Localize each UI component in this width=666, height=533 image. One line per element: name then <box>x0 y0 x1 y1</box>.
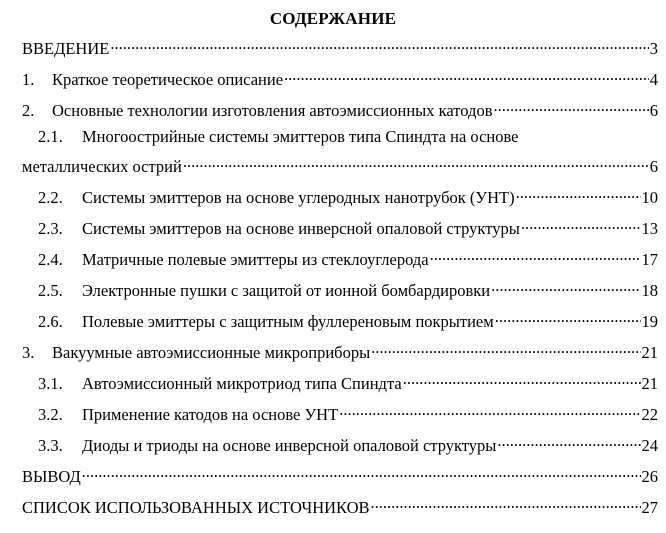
dot-leader <box>491 276 640 296</box>
toc-entry-number: 3.1. <box>38 374 63 393</box>
toc-entry-3-2[interactable] <box>38 400 658 425</box>
toc-entry-text: Автоэмиссионный микротриод типа Спиндта <box>82 374 402 393</box>
toc-entry-conclusion[interactable] <box>22 462 658 487</box>
toc-entry-page: 13 <box>641 219 658 238</box>
toc-entry-text: Вакуумные автоэмиссионные микроприборы <box>52 343 371 362</box>
toc-entry-introduction[interactable] <box>22 34 658 59</box>
dot-leader <box>284 65 649 85</box>
toc-entry-page: 10 <box>641 188 658 207</box>
toc-entry-text: Основные технологии изготовления автоэмиссионных катодов <box>52 101 493 120</box>
toc-entry-text: металлических острий <box>22 157 182 176</box>
toc-entry-page: 19 <box>641 312 658 331</box>
toc-entry-2-4[interactable] <box>38 245 658 270</box>
toc-entry-page: 26 <box>641 467 658 486</box>
toc-entry-text-line1: Многоострийные системы эмиттеров типа Спиндта на основе <box>82 127 519 146</box>
toc-entry-number: 2.5. <box>38 281 63 300</box>
toc-entry-number: 2.4. <box>38 250 63 269</box>
dot-leader <box>110 34 648 54</box>
toc-entry-text: Диоды и триоды на основе инверсной опаловой структуры <box>82 436 497 455</box>
toc-entry-text: Применение катодов на основе УНТ <box>82 405 339 424</box>
toc-entry-page: 27 <box>641 498 658 517</box>
toc-entry-2-5[interactable] <box>38 276 658 301</box>
toc-entry-number: 2.1. <box>38 127 63 146</box>
toc-entry-2-3[interactable] <box>38 214 658 239</box>
toc-entry-text: Системы эмиттеров на основе углеродных нанотрубок (УНТ) <box>82 188 515 207</box>
toc-entry-text: ВВЕДЕНИЕ <box>22 39 110 58</box>
dot-leader <box>516 183 641 203</box>
toc-entry-text: ВЫВОД <box>22 467 81 486</box>
toc-entry-3-3[interactable] <box>38 431 658 456</box>
toc-title: СОДЕРЖАНИЕ <box>269 9 397 28</box>
toc-entry-number: 3.2. <box>38 405 63 424</box>
toc-entry-number: 3. <box>22 343 35 362</box>
toc-entry-number: 2. <box>22 101 35 120</box>
toc-entry-text: СПИСОК ИСПОЛЬЗОВАННЫХ ИСТОЧНИКОВ <box>22 498 370 517</box>
toc-entry-page: 18 <box>641 281 658 300</box>
toc-entry-number: 2.3. <box>38 219 63 238</box>
toc-entry-page: 24 <box>641 436 658 455</box>
dot-leader <box>497 431 640 451</box>
toc-entry-text: Краткое теоретическое описание <box>52 70 284 89</box>
dot-leader <box>371 493 641 513</box>
dot-leader <box>339 400 640 420</box>
dot-leader <box>521 214 641 234</box>
toc-entry-references[interactable] <box>22 493 658 518</box>
dot-leader <box>494 96 649 116</box>
dot-leader <box>403 369 641 389</box>
toc-entry-2-2[interactable] <box>38 183 658 208</box>
toc-entry-page: 21 <box>641 374 658 393</box>
dot-leader <box>430 245 641 265</box>
toc-entry-page: 17 <box>641 250 658 269</box>
dot-leader <box>82 462 641 482</box>
dot-leader <box>183 152 649 172</box>
toc-entry-number: 2.2. <box>38 188 63 207</box>
toc-entry-text: Электронные пушки с защитой от ионной бомбардировки <box>82 281 491 300</box>
toc-entry-number: 1. <box>22 70 35 89</box>
toc-entry-number: 3.3. <box>38 436 63 455</box>
toc-entry-number: 2.6. <box>38 312 63 331</box>
toc-entry-page: 3 <box>649 39 658 58</box>
toc-entry-text: Матричные полевые эмиттеры из стеклоуглерода <box>82 250 429 269</box>
toc-entry-2-6[interactable] <box>38 307 658 332</box>
dot-leader <box>495 307 641 327</box>
toc-entry-text: Системы эмиттеров на основе инверсной опаловой структуры <box>82 219 520 238</box>
toc-entry-page: 22 <box>641 405 658 424</box>
toc-entry-2[interactable] <box>22 96 658 121</box>
toc-entry-2-1[interactable] <box>22 152 658 177</box>
toc-entry-page: 6 <box>649 101 658 120</box>
toc-entry-page: 21 <box>641 343 658 362</box>
dot-leader <box>371 338 640 358</box>
toc-entry-3[interactable] <box>22 338 658 363</box>
toc-entry-2-1-line1[interactable] <box>38 127 519 147</box>
toc-entry-3-1[interactable] <box>38 369 658 394</box>
toc-entry-text: Полевые эмиттеры с защитным фуллереновым покрытием <box>82 312 494 331</box>
toc-entry-1[interactable] <box>22 65 658 90</box>
toc-entry-page: 4 <box>649 70 658 89</box>
toc-entry-page: 6 <box>649 157 658 176</box>
